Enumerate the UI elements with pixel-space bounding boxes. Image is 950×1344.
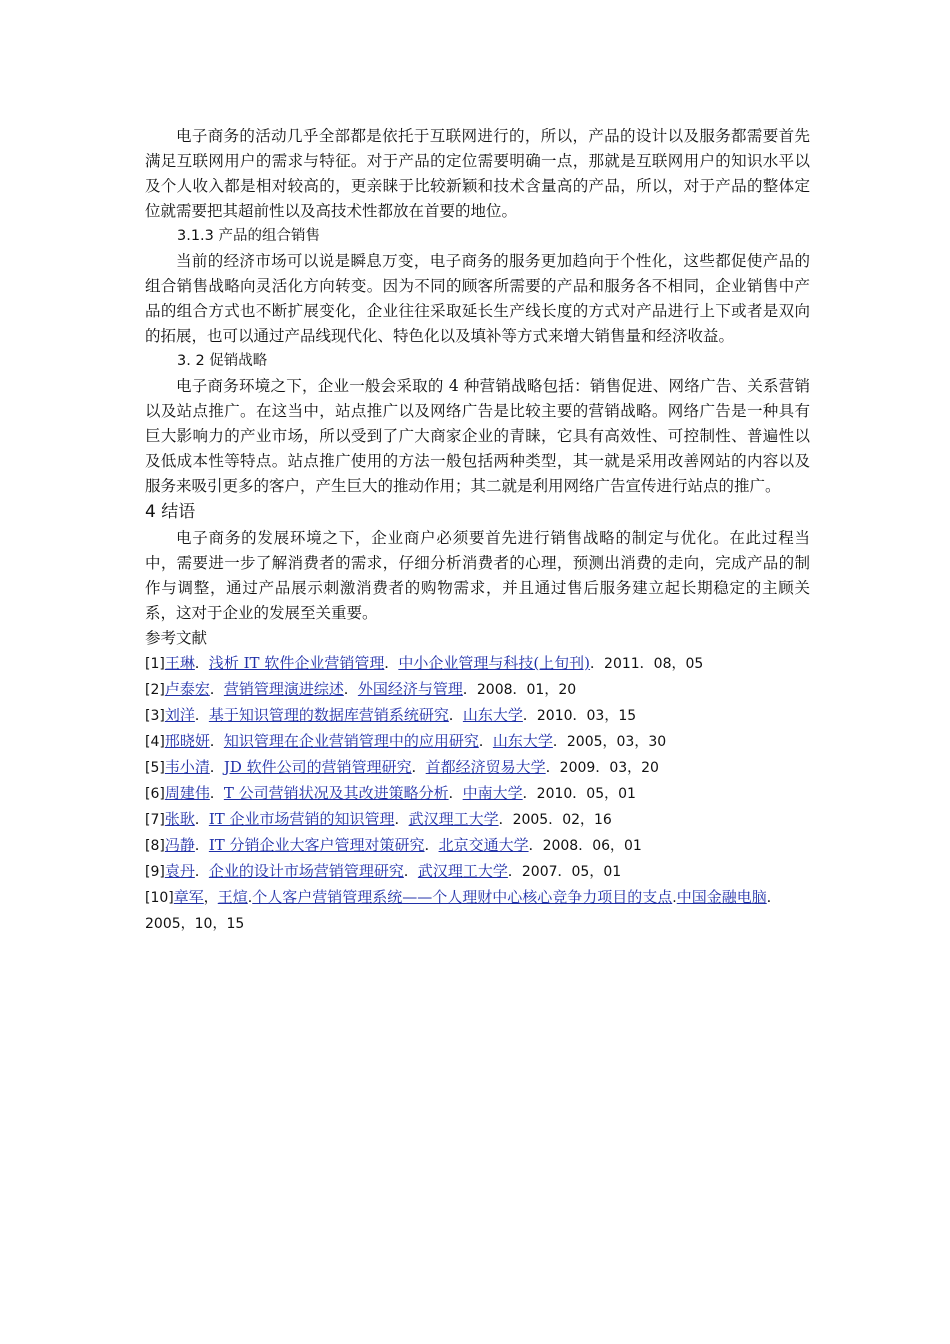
reference-title-link[interactable]: 营销管理演进综述 <box>223 680 344 698</box>
reference-item <box>145 703 810 729</box>
reference-source-link[interactable]: 山东大学 <box>492 732 553 750</box>
reference-date: ．2008．01，20 <box>462 682 577 698</box>
reference-author-link[interactable]: 王琳 <box>164 654 195 672</box>
reference-separator: ． <box>448 786 463 802</box>
reference-item <box>145 859 810 885</box>
reference-source-link[interactable]: 北京交通大学 <box>438 836 529 854</box>
reference-separator: ． <box>394 812 409 828</box>
reference-source-link[interactable]: 外国经济与管理 <box>357 680 463 698</box>
reference-title-link[interactable]: 个人客户营销管理系统——个人理财中心核心竞争力项目的支点 <box>252 888 673 906</box>
reference-author-link[interactable]: 章军 <box>173 888 204 906</box>
reference-separator: ． <box>194 812 209 828</box>
reference-title-link[interactable]: 基于知识管理的数据库营销系统研究 <box>208 706 449 724</box>
reference-separator: ． <box>209 786 224 802</box>
reference-date: ．2005，03，30 <box>552 734 667 750</box>
paragraph-product-positioning: 电子商务的活动几乎全部都是依托于互联网进行的，所以，产品的设计以及服务都需要首先满足互联网用户的需求与特征。对于产品的定位需要明确一点，那就是互联网用户的知识水平以及个人收入都是相对较高的，更亲睐于比较新颖和技术含量高的产品，所以，对于产品的整体定位就需要把其超前性以及高技术性都放在首要的地位。 <box>145 127 810 220</box>
reference-author-link[interactable]: 王煊 <box>217 888 248 906</box>
reference-item <box>145 651 810 677</box>
reference-separator: ， <box>203 890 218 906</box>
reference-date: ．2005．02，16 <box>498 812 612 828</box>
reference-number: [2] <box>145 682 165 698</box>
reference-author-link[interactable]: 韦小清 <box>164 758 210 776</box>
reference-title-link[interactable]: T 公司营销状况及其改进策略分析 <box>223 784 449 802</box>
reference-item <box>145 781 810 807</box>
reference-separator: ． <box>194 864 209 880</box>
reference-separator: . <box>247 890 253 906</box>
reference-source-link[interactable]: 中国金融电脑 <box>676 888 767 906</box>
reference-number: [9] <box>145 864 165 880</box>
reference-number: [7] <box>145 812 165 828</box>
heading-3-2: 3. 2 促销战略 <box>177 353 268 369</box>
reference-separator: ． <box>343 682 358 698</box>
reference-separator: ． <box>403 864 418 880</box>
reference-author-link[interactable]: 周建伟 <box>164 784 210 802</box>
reference-separator: ． <box>448 708 463 724</box>
reference-author-link[interactable]: 卢泰宏 <box>164 680 210 698</box>
reference-separator: ． <box>194 708 209 724</box>
reference-title-link[interactable]: 浅析 IT 软件企业营销管理 <box>208 654 385 672</box>
reference-number: [10] <box>145 890 174 906</box>
reference-date: ．2009．03，20 <box>545 760 659 776</box>
reference-separator: ． <box>209 682 224 698</box>
reference-separator: ． <box>411 760 426 776</box>
reference-author-link[interactable]: 袁丹 <box>164 862 195 880</box>
document-body <box>145 124 810 937</box>
reference-separator: ． <box>209 760 224 776</box>
reference-title-link[interactable]: 知识管理在企业营销管理中的应用研究 <box>223 732 479 750</box>
paragraph-promotion-strategy: 电子商务环境之下，企业一般会采取的 4 种营销战略包括：销售促进、网络广告、关系营销以及站点推广。在这当中，站点推广以及网络广告是比较主要的营销战略。网络广告是一种具有巨大影响力的产业市场，所以受到了广大商家企业的青睐，它具有高效性、可控制性、普遍性以及低成本性等特点。站点推广使用的方法一般包括两种类型，其一就是采用改善网站的内容以及服务来吸引更多的客户，产生巨大的推动作用；其二就是利用网络广告宣传进行站点的推广。 <box>145 377 810 495</box>
reference-number: [8] <box>145 838 165 854</box>
reference-source-link[interactable]: 武汉理工大学 <box>417 862 508 880</box>
reference-source-link[interactable]: 中小企业管理与科技(上旬刊) <box>398 654 591 672</box>
reference-author-link[interactable]: 张耿 <box>164 810 195 828</box>
reference-source-link[interactable]: 中南大学 <box>462 784 523 802</box>
reference-separator: ． <box>478 734 493 750</box>
reference-number: [1] <box>145 656 165 672</box>
reference-separator: ． <box>194 838 209 854</box>
reference-item <box>145 677 810 703</box>
reference-date: ．2010．05，01 <box>522 786 636 802</box>
reference-date: ．2005，10，15 <box>145 890 781 932</box>
reference-author-link[interactable]: 刘洋 <box>164 706 195 724</box>
reference-number: [3] <box>145 708 165 724</box>
reference-separator: ． <box>384 656 399 672</box>
reference-separator: ． <box>424 838 439 854</box>
reference-separator: . <box>672 890 677 906</box>
reference-item <box>145 755 810 781</box>
references-heading: 参考文献 <box>145 629 208 647</box>
reference-author-link[interactable]: 邢晓妍 <box>164 732 210 750</box>
paragraph-conclusion: 电子商务的发展环境之下，企业商户必须要首先进行销售战略的制定与优化。在此过程当中，需要进一步了解消费者的需求，仔细分析消费者的心理，预测出消费的走向，完成产品的制作与调整，通过产品展示刺激消费者的购物需求，并且通过售后服务建立起长期稳定的主顾关系，这对于企业的发展至关重要。 <box>145 529 810 622</box>
reference-item <box>145 729 810 755</box>
reference-number: [6] <box>145 786 165 802</box>
reference-item <box>145 833 810 859</box>
reference-item <box>145 807 810 833</box>
reference-date: ．2007．05，01 <box>507 864 622 880</box>
reference-title-link[interactable]: JD 软件公司的营销管理研究 <box>223 758 412 776</box>
heading-4-conclusion: 4 结语 <box>145 502 196 522</box>
paragraph-product-combination: 当前的经济市场可以说是瞬息万变，电子商务的服务更加趋向于个性化，这些都促使产品的组合销售战略向灵活化方向转变。因为不同的顾客所需要的产品和服务各不相同，企业销售中产品的组合方式也不断扩展变化，企业往往采取延长生产线长度的方式对产品进行上下或者是双向的拓展，也可以通过产品线现代化、特色化以及填补等方式来增大销售量和经济收益。 <box>145 252 810 345</box>
reference-list <box>145 651 810 885</box>
reference-title-link[interactable]: IT 企业市场营销的知识管理 <box>208 810 395 828</box>
reference-source-link[interactable]: 首都经济贸易大学 <box>425 758 546 776</box>
reference-date: ．2011．08，05 <box>590 656 704 672</box>
reference-date: ．2010．03，15 <box>522 708 637 724</box>
reference-title-link[interactable]: IT 分销企业大客户管理对策研究 <box>208 836 425 854</box>
reference-item <box>145 885 810 937</box>
reference-number: [4] <box>145 734 165 750</box>
reference-title-link[interactable]: 企业的设计市场营销管理研究 <box>208 862 404 880</box>
reference-author-link[interactable]: 冯静 <box>164 836 195 854</box>
reference-separator: ． <box>209 734 224 750</box>
reference-date: ．2008．06，01 <box>528 838 642 854</box>
reference-source-link[interactable]: 武汉理工大学 <box>408 810 499 828</box>
reference-separator: ． <box>194 656 209 672</box>
reference-number: [5] <box>145 760 165 776</box>
reference-source-link[interactable]: 山东大学 <box>462 706 523 724</box>
heading-3-1-3: 3.1.3 产品的组合销售 <box>177 228 321 244</box>
